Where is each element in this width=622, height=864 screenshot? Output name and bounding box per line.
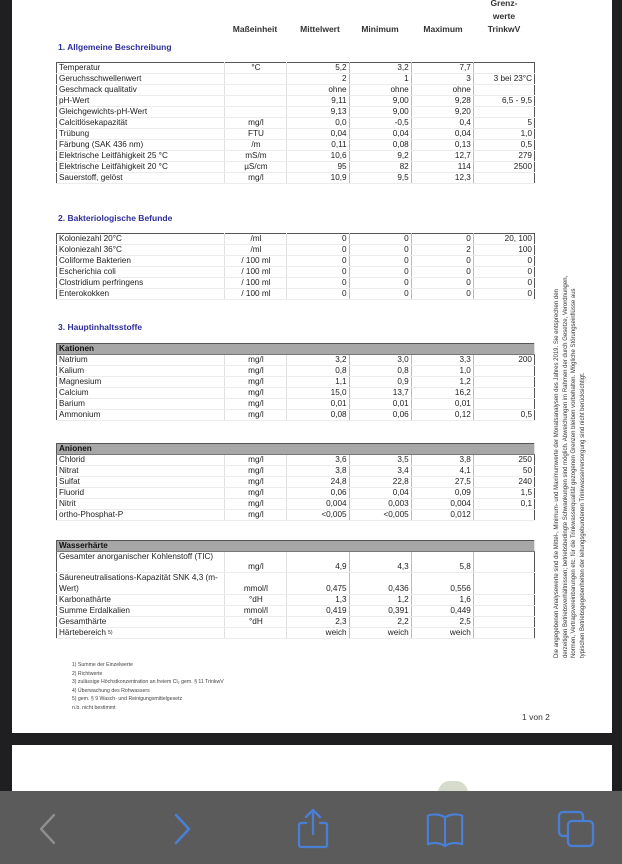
cell-name: Nitrit [57,499,225,510]
cell-min: 0 [349,245,411,256]
cell-mean: 10,9 [287,173,349,184]
cell-mean: 0,08 [287,410,349,421]
table-row [57,499,535,510]
cell-limit [473,573,534,595]
cell-name: Elektrische Leitfähigkeit 25 °C [57,151,225,162]
cell-min: 3,4 [349,466,411,477]
cell-max: 3 [411,74,473,85]
cell-limit: 200 [473,355,534,366]
cell-name: Koloniezahl 36°C [57,245,225,256]
cell-max: 0,012 [411,510,473,521]
cell-max: 0 [411,234,473,245]
cell-max: weich [411,628,473,639]
cell-limit [473,63,534,74]
forward-button[interactable] [162,809,202,849]
footnote: n.b. nicht bestimmt [72,704,116,711]
cell-max: 1,6 [411,595,473,606]
cell-limit: 0,5 [473,140,534,151]
cell-max: 9,20 [411,107,473,118]
cell-unit: mg/l [225,552,287,573]
cell-name: Geruchsschwellenwert [57,74,225,85]
table-row [57,289,535,300]
cell-limit [473,595,534,606]
cell-min: -0,5 [349,118,411,129]
cell-name: Sulfat [57,477,225,488]
group-header: Kationen [57,344,535,355]
table-row [57,74,535,85]
cell-max: 0,449 [411,606,473,617]
cell-unit [225,96,287,107]
cell-max: 0,12 [411,410,473,421]
cell-name: Nitrat [57,466,225,477]
cell-min: 1 [349,74,411,85]
tabs-icon [556,809,596,849]
cell-mean: 3,8 [287,466,349,477]
cell-mean: 0,004 [287,499,349,510]
cell-mean: 0 [287,245,349,256]
table-row [57,63,535,74]
cell-min: 0,08 [349,140,411,151]
cell-unit: mg/l [225,466,287,477]
cell-min: 0,9 [349,377,411,388]
cell-min: 0 [349,267,411,278]
tabs-button[interactable] [556,809,596,849]
cell-limit: 2500 [473,162,534,173]
table-row [57,410,535,421]
cell-name: Chlorid [57,455,225,466]
cell-name: ortho-Phosphat-P [57,510,225,521]
table-row [57,628,535,639]
table-row [57,162,535,173]
footnote: $^{3)}$ zulässige Höchstkonzentration an freiem Cl₂ gem. § 11 TrinkwV [72,679,224,686]
cell-name: Elektrische Leitfähigkeit 20 °C [57,162,225,173]
cell-unit: / 100 ml [225,267,287,278]
table-row [57,107,535,118]
header-unit: Maßeinheit [232,24,278,34]
cell-min: 3,0 [349,355,411,366]
cell-name: Natrium [57,355,225,366]
cell-max: 0,04 [411,129,473,140]
table-row [57,510,535,521]
cell-max: 0,556 [411,573,473,595]
cell-max: 0 [411,267,473,278]
cell-max: 0,09 [411,488,473,499]
cell-min: 0,003 [349,499,411,510]
table-row [57,140,535,151]
table-row [57,118,535,129]
table-row [57,488,535,499]
cell-mean: 0,01 [287,399,349,410]
cell-limit [473,510,534,521]
cell-max: 114 [411,162,473,173]
cell-unit: mg/l [225,477,287,488]
cell-unit: °dH [225,595,287,606]
cell-min: weich [349,628,411,639]
cell-unit: °dH [225,617,287,628]
cell-max: 3,3 [411,355,473,366]
cell-limit: 240 [473,477,534,488]
cell-name: Magnesium [57,377,225,388]
table-row [57,245,535,256]
table-row [57,477,535,488]
cell-unit: mg/l [225,410,287,421]
header-limit: Grenz- werte TrinkwV [487,0,521,34]
table-row [57,355,535,366]
cell-mean: 0 [287,289,349,300]
cell-mean: 0,06 [287,488,349,499]
cell-min: 0,391 [349,606,411,617]
cell-unit [225,628,287,639]
table-row [57,151,535,162]
table-row [57,366,535,377]
footnote: $^{5)}$ gem. § 9 Wasch- und Reinigungsmittelgesetz [72,696,183,703]
cell-limit [473,366,534,377]
cell-limit: 0 [473,278,534,289]
cell-unit: mg/l [225,173,287,184]
cell-limit [473,85,534,96]
cell-unit: µS/cm [225,162,287,173]
cell-limit: 100 [473,245,534,256]
cell-min: 0,8 [349,366,411,377]
cell-name: Fluorid [57,488,225,499]
cell-unit: mg/l [225,118,287,129]
table-row [57,85,535,96]
table-row [57,129,535,140]
cell-unit: mmol/l [225,606,287,617]
cell-min: 0,04 [349,488,411,499]
cell-max: 0 [411,256,473,267]
cell-mean: 0,04 [287,129,349,140]
cell-min: 9,2 [349,151,411,162]
browser-toolbar [0,791,622,864]
table-row [57,455,535,466]
table-row [57,466,535,477]
cell-limit: 279 [473,151,534,162]
cell-limit [473,617,534,628]
cell-min: 0,01 [349,399,411,410]
cell-unit: mg/l [225,388,287,399]
table-row [57,606,535,617]
group-header-row [57,541,535,552]
cell-limit: 0 [473,256,534,267]
cell-mean: 0 [287,256,349,267]
group-header: Anionen [57,444,535,455]
cell-limit [473,552,534,573]
header-min: Minimum [361,24,399,34]
column-headers [12,0,612,36]
cell-max: 1,0 [411,366,473,377]
cell-min: 82 [349,162,411,173]
cell-mean: 9,11 [287,96,349,107]
cell-mean: 10,6 [287,151,349,162]
cell-min: 1,2 [349,595,411,606]
cell-limit: 0 [473,289,534,300]
cell-min: 0 [349,256,411,267]
cell-mean: 3,6 [287,455,349,466]
footnote: $^{4)}$ Überwachung des Rohwassers [72,687,150,694]
back-chevron-icon [36,811,60,847]
cell-mean: 0 [287,278,349,289]
cell-unit [225,74,287,85]
cell-limit: 250 [473,455,534,466]
cell-unit: mg/l [225,366,287,377]
cell-mean: 0 [287,267,349,278]
cell-limit: 1,5 [473,488,534,499]
cell-name: Härtebereich $^{5)}$ [57,628,225,639]
cell-min: 3,5 [349,455,411,466]
cell-min: <0,005 [349,510,411,521]
cell-unit: mg/l [225,399,287,410]
cell-limit: 0,1 [473,499,534,510]
cell-unit: mS/m [225,151,287,162]
cell-min: 4,3 [349,552,411,573]
group-header-row [57,344,535,355]
cell-max: 0 [411,289,473,300]
cell-mean: 9,13 [287,107,349,118]
cell-min: 0,06 [349,410,411,421]
cell-min: 0 [349,289,411,300]
cell-name: Färbung (SAK 436 nm) [57,140,225,151]
footnote: $^{2)}$ Richtwerte [72,670,103,677]
cell-unit: FTU [225,129,287,140]
table-hardness [56,540,535,639]
footnotes [72,661,224,713]
cell-min: 0 [349,234,411,245]
cell-max: 12,3 [411,173,473,184]
cell-unit: /ml [225,245,287,256]
cell-name: Gleichgewichts-pH-Wert [57,107,225,118]
bookmarks-button[interactable] [425,809,465,849]
cell-unit: / 100 ml [225,278,287,289]
cell-unit: °C [225,63,287,74]
section-title-main: 3. Hauptinhaltsstoffe [58,322,143,332]
cell-mean: 0,475 [287,573,349,595]
cell-name: Gesamthärte [57,617,225,628]
cell-name: Calcium [57,388,225,399]
share-icon [295,807,331,851]
cell-name: Barium [57,399,225,410]
forward-chevron-icon [170,811,194,847]
section-title-bacterial: 2. Bakteriologische Befunde [58,213,173,223]
table-anions [56,443,535,521]
page-indicator: 1 von 2 [522,712,550,722]
cell-mean: 3,2 [287,355,349,366]
cell-name: pH-Wert [57,96,225,107]
cell-limit: 20, 100 [473,234,534,245]
cell-name: Clostridium perfringens [57,278,225,289]
cell-unit: mg/l [225,499,287,510]
cell-name: Calcitlösekapazität [57,118,225,129]
cell-min: 2,2 [349,617,411,628]
table-row [57,388,535,399]
cell-min: 9,00 [349,107,411,118]
table-row [57,617,535,628]
cell-name: Säureneutralisations-Kapazität SNK 4,3 (m-Wert) [57,573,225,595]
cell-mean: weich [287,628,349,639]
table-row [57,96,535,107]
side-note-rotated: Die angegebenen Analysewerte sind die Mittel-, Minimum- und Maximumwerte der Monatsanalysen des Jahres 2019. Sie entsprechen den derzeitigen Betriebsverhältnissen; betriebsbedingte Schwankungen sind möglich. Abweichungen im Rahmen der durch Gesetze, Verordnungen, Normen, Vertragsvereinbarungen etc. für die Trinkwasserqualität gezogenen Grenzen bleiben vorbehalten. Mögliche Störungseinflüsse aus typischen Betriebsgegebenheiten der leitungsgebundenen Trinkwasserversorgung sind nicht berücksichtigt. [554,275,586,658]
cell-name: Sauerstoff, gelöst [57,173,225,184]
cell-min: 9,5 [349,173,411,184]
cell-min: 3,2 [349,63,411,74]
table-row [57,399,535,410]
cell-max: 12,7 [411,151,473,162]
table-row [57,595,535,606]
cell-max: 0 [411,278,473,289]
cell-unit: /ml [225,234,287,245]
cell-mean: 1,3 [287,595,349,606]
cell-mean: 2,3 [287,617,349,628]
footnote: $^{1)}$ Summe der Einzelwerte [72,662,133,668]
header-mean: Mittelwert [300,24,340,34]
footnote-ref: 5) [108,630,113,636]
share-button[interactable] [293,809,333,849]
table-bacterial [56,233,535,300]
cell-max: 7,7 [411,63,473,74]
cell-mean: 15,0 [287,388,349,399]
cell-name: Summe Erdalkalien [57,606,225,617]
cell-max: 2,5 [411,617,473,628]
cell-limit: 5 [473,118,534,129]
cell-max: 2 [411,245,473,256]
cell-max: 0,13 [411,140,473,151]
cell-limit [473,107,534,118]
cell-mean: 0,8 [287,366,349,377]
cell-name: Ammonium [57,410,225,421]
cell-name: Geschmack qualitativ [57,85,225,96]
cell-min: 0 [349,278,411,289]
table-row [57,552,535,573]
cell-limit: 1,0 [473,129,534,140]
cell-unit: mg/l [225,455,287,466]
table-row [57,173,535,184]
cell-limit [473,399,534,410]
cell-limit [473,173,534,184]
table-row [57,256,535,267]
section-title-general: 1. Allgemeine Beschreibung [58,42,172,52]
cell-name: Kalium [57,366,225,377]
table-cations [56,343,535,421]
cell-name: Trübung [57,129,225,140]
cell-unit: / 100 ml [225,289,287,300]
cell-limit [473,388,534,399]
cell-unit: mg/l [225,510,287,521]
group-header-row [57,444,535,455]
group-header: Wasserhärte [57,541,535,552]
cell-limit: 50 [473,466,534,477]
cell-limit [473,628,534,639]
cell-limit: 0,5 [473,410,534,421]
cell-mean: 5,2 [287,63,349,74]
cell-mean: 2 [287,74,349,85]
cell-mean: 0 [287,234,349,245]
table-row [57,377,535,388]
cell-max: ohne [411,85,473,96]
table-row [57,267,535,278]
cell-min: 13,7 [349,388,411,399]
table-row [57,234,535,245]
cell-max: 0,4 [411,118,473,129]
cell-unit: mg/l [225,488,287,499]
cell-unit: /m [225,140,287,151]
cell-limit [473,377,534,388]
cell-mean: 1,1 [287,377,349,388]
cell-name: Gesamter anorganischer Kohlenstoff (TIC) [57,552,225,573]
cell-max: 16,2 [411,388,473,399]
cell-limit: 0 [473,267,534,278]
table-row [57,573,535,595]
cell-max: 27,5 [411,477,473,488]
cell-max: 3,8 [411,455,473,466]
cell-limit: 6,5 - 9,5 [473,96,534,107]
cell-name: Temperatur [57,63,225,74]
cell-mean: 0,11 [287,140,349,151]
cell-mean: 4,9 [287,552,349,573]
cell-name: Karbonathärte [57,595,225,606]
cell-min: 0,436 [349,573,411,595]
cell-mean: 24,8 [287,477,349,488]
cell-name: Coliforme Bakterien [57,256,225,267]
cell-name: Escherichia coli [57,267,225,278]
cell-max: 0,01 [411,399,473,410]
cell-mean: 0,419 [287,606,349,617]
cell-min: 0,04 [349,129,411,140]
cell-mean: 0,0 [287,118,349,129]
cell-name: Enterokokken [57,289,225,300]
table-general [56,62,535,184]
cell-limit: 3 bei 23°C [473,74,534,85]
cell-unit: / 100 ml [225,256,287,267]
cell-limit [473,606,534,617]
cell-max: 1,2 [411,377,473,388]
cell-unit: mg/l [225,377,287,388]
cell-unit [225,107,287,118]
cell-max: 9,28 [411,96,473,107]
cell-mean: ohne [287,85,349,96]
cell-max: 0,004 [411,499,473,510]
cell-min: 22,8 [349,477,411,488]
bookmarks-book-icon [425,809,465,849]
header-max: Maximum [423,24,463,34]
cell-max: 4,1 [411,466,473,477]
back-button[interactable] [28,809,68,849]
pdf-page-1 [12,0,612,733]
cell-name: Koloniezahl 20°C [57,234,225,245]
cell-max: 5,8 [411,552,473,573]
cell-unit: mg/l [225,355,287,366]
table-row [57,278,535,289]
cell-unit: mmol/l [225,573,287,595]
cell-min: ohne [349,85,411,96]
cell-unit [225,85,287,96]
cell-mean: 95 [287,162,349,173]
cell-min: 9,00 [349,96,411,107]
cell-mean: <0,005 [287,510,349,521]
